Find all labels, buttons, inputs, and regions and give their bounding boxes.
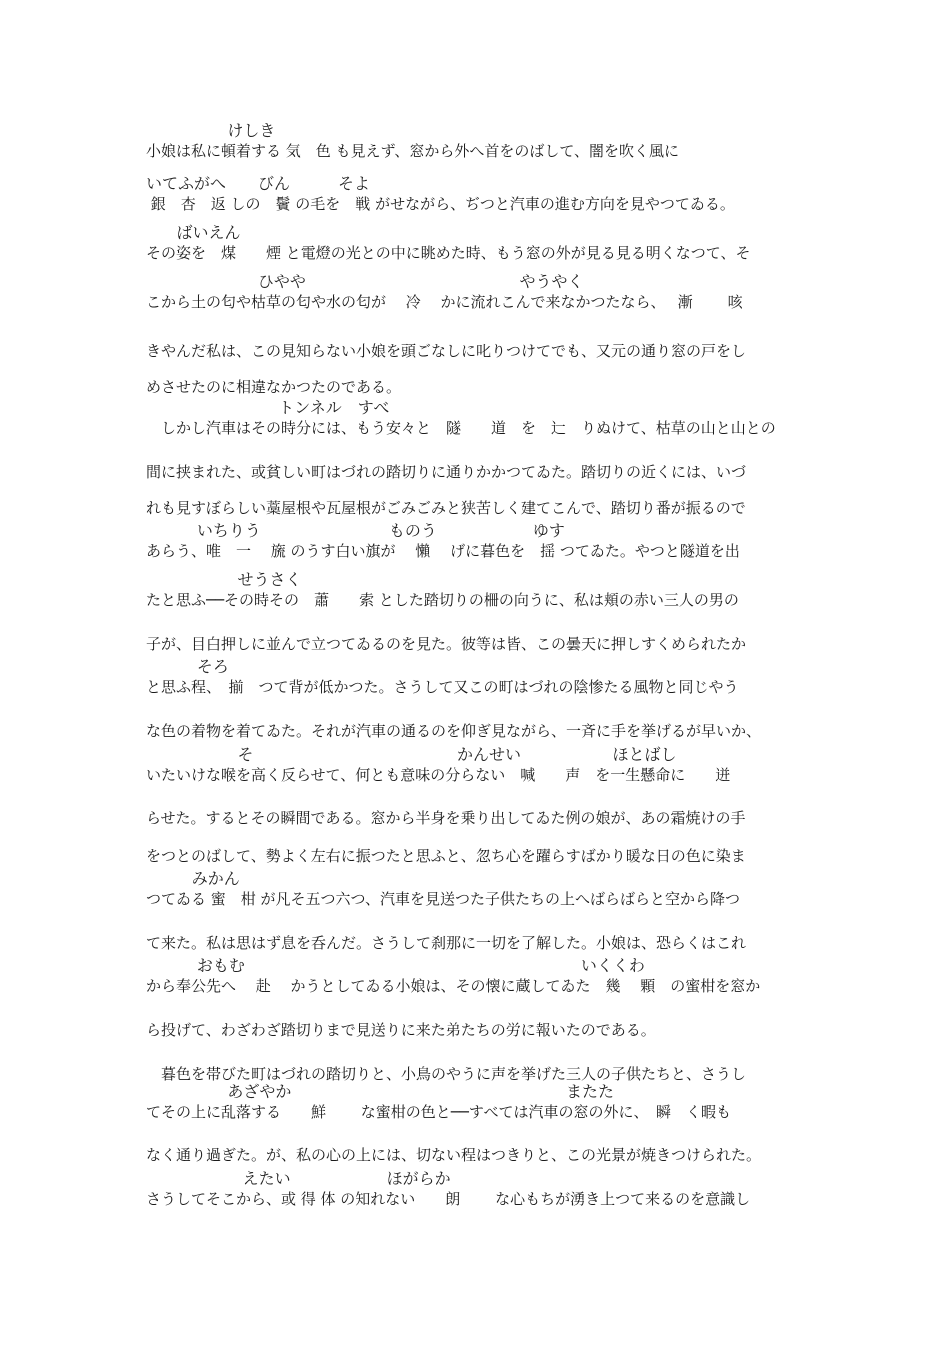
text-line: [146, 656, 812, 698]
line-text: あらう、唯 一 旒 のうす白い旗が 懶 げに暮色を 揺 つてゐた。やつと隧道を出: [146, 542, 740, 560]
text-line: [146, 825, 812, 867]
text-line: [146, 700, 812, 742]
text-line: [146, 1168, 812, 1210]
ruby-annotation: ひやや やうやく: [146, 272, 584, 291]
line-text: 子が、目白押しに並んで立つてゐるのを見た。彼等は皆、この曇天に押しすくめられたか: [146, 635, 747, 653]
ruby-annotation: けしき: [146, 121, 276, 140]
text-line: [146, 1124, 812, 1166]
ruby-annotation: [146, 912, 812, 934]
line-text: さうしてそこから、或 得 体 の知れない 朗 な心もちが湧き上つて来るのを意識し: [146, 1190, 751, 1208]
line-text: つてゐる 蜜 柑 が凡そ五つ六つ、汽車を見送つた子供たちの上へばらばらと空から降つ: [146, 890, 740, 908]
text-line: [146, 955, 812, 997]
line-text: らせた。するとその瞬間である。窓から半身を乗り出してゐた例の娘が、あの霜焼けの手: [146, 809, 746, 827]
ruby-annotation: [146, 787, 812, 809]
line-text: 小娘は私に頓着する 気 色 も見えず、窓から外へ首をのばして、闇を吹く風に: [146, 142, 680, 160]
ruby-annotation: [146, 320, 812, 342]
line-text: をつとのばして、勢よく左右に振つたと思ふと、忽ち心を躍らすばかり暖な日の色に染ま: [146, 847, 746, 865]
ruby-annotation: [146, 999, 812, 1021]
line-text: なく通り過ぎた。が、私の心の上には、切ない程はつきりと、この光景が焼きつけられた。: [146, 1146, 762, 1164]
ruby-annotation: みかん: [146, 869, 240, 888]
line-text: れも見すぼらしい藁屋根や瓦屋根がごみごみと狭苦しく建てこんで、踏切り番が振るので: [146, 499, 746, 517]
line-text: たと思ふ──その時その 蕭 索 とした踏切りの柵の向うに、私は頬の赤い三人の男の: [146, 591, 739, 609]
ruby-annotation: そ かんせい ほとばし: [146, 745, 677, 764]
text-line: [146, 569, 812, 611]
ruby-annotation: おもむ いくくわ: [146, 956, 645, 975]
ruby-annotation: えたい ほがらか: [146, 1169, 451, 1188]
ruby-annotation: いちりう ものう ゆす: [146, 521, 565, 540]
ruby-annotation: [146, 441, 812, 463]
ruby-annotation: あざやか またた: [146, 1082, 615, 1101]
line-text: から奉公先へ 赴 かうとしてゐる小娘は、その懐に蔵してゐた 幾 顆 の蜜柑を窓か: [146, 977, 761, 995]
text-line: [146, 868, 812, 910]
line-text: いたいけな喉を高く反らせて、何とも意味の分らない 喊 声 を一生懸命に 迸: [146, 766, 731, 784]
line-text: てその上に乱落する 鮮 な蜜柑の色と──すべては汽車の窓の外に、 瞬 く暇も: [146, 1103, 732, 1121]
text-line: [146, 477, 812, 519]
ruby-annotation: トンネル すべ: [146, 398, 390, 417]
line-text: めさせたのに相違なかつたのである。: [146, 378, 402, 396]
ruby-annotation: ばいえん: [146, 223, 241, 242]
ruby-annotation: [146, 1043, 812, 1065]
text-line: [146, 173, 812, 215]
ruby-annotation: [146, 477, 812, 499]
line-text: 間に挟まれた、或貧しい町はづれの踏切りに通りかかつてゐた。踏切りの近くには、いづ: [146, 463, 747, 481]
ruby-annotation: いてふがへ びん そよ: [146, 174, 371, 193]
line-text: しかし汽車はその時分には、もう安々と 隧 道 を 辷 りぬけて、枯草の山と山との: [146, 419, 776, 437]
line-text: と思ふ程、 揃 つて背が低かつた。さうして又この町はづれの陰惨たる風物と同じやう: [146, 678, 739, 696]
line-text: ら投げて、わざわざ踏切りまで見送りに来た弟たちの労に報いたのである。: [146, 1021, 656, 1039]
text-line: [146, 999, 812, 1041]
ruby-annotation: [146, 356, 812, 378]
text-line: [146, 356, 812, 398]
text-line: [146, 744, 812, 786]
ruby-annotation: そろ: [146, 657, 229, 676]
line-text: きやんだ私は、この見知らない小娘を頭ごなしに叱りつけてでも、又元の通り窓の戸をし: [146, 342, 747, 360]
ruby-annotation: せうさく: [146, 570, 302, 589]
line-text: て来た。私は思はず息を呑んだ。さうして刹那に一切を了解した。小娘は、恐らくはこれ: [146, 934, 747, 952]
line-text: な色の着物を着てゐた。それが汽車の通るのを仰ぎ見ながら、一斉に手を挙げるが早いか、: [146, 722, 762, 740]
line-text: 銀 杏 返 しの 鬢 の毛を 戦 がせながら、ぢつと汽車の進む方向を見やつてゐる。: [146, 195, 735, 213]
line-text: こから土の匂や枯草の匂や水の匂が 冷 かに流れこんで来なかつたなら、 漸 咳: [146, 293, 743, 311]
text-line: [146, 271, 812, 313]
text-line: [146, 912, 812, 954]
text-line: [146, 520, 812, 562]
ruby-annotation: [146, 613, 812, 635]
ruby-annotation: [146, 1124, 812, 1146]
line-text: 暮色を帯びた町はづれの踏切りと、小鳥のやうに声を挙げた三人の子供たちと、さうし: [146, 1065, 747, 1083]
text-line: [146, 222, 812, 264]
text-line: [146, 120, 812, 162]
ruby-annotation: [146, 700, 812, 722]
text-line: [146, 397, 812, 439]
ruby-annotation: [146, 825, 812, 847]
text-line: [146, 1043, 812, 1085]
line-text: その姿を 煤 煙 と電燈の光との中に眺めた時、もう窓の外が見る見る明くなつて、そ: [146, 244, 751, 262]
text-line: [146, 787, 812, 829]
text-line: [146, 613, 812, 655]
text-line: [146, 1081, 812, 1123]
